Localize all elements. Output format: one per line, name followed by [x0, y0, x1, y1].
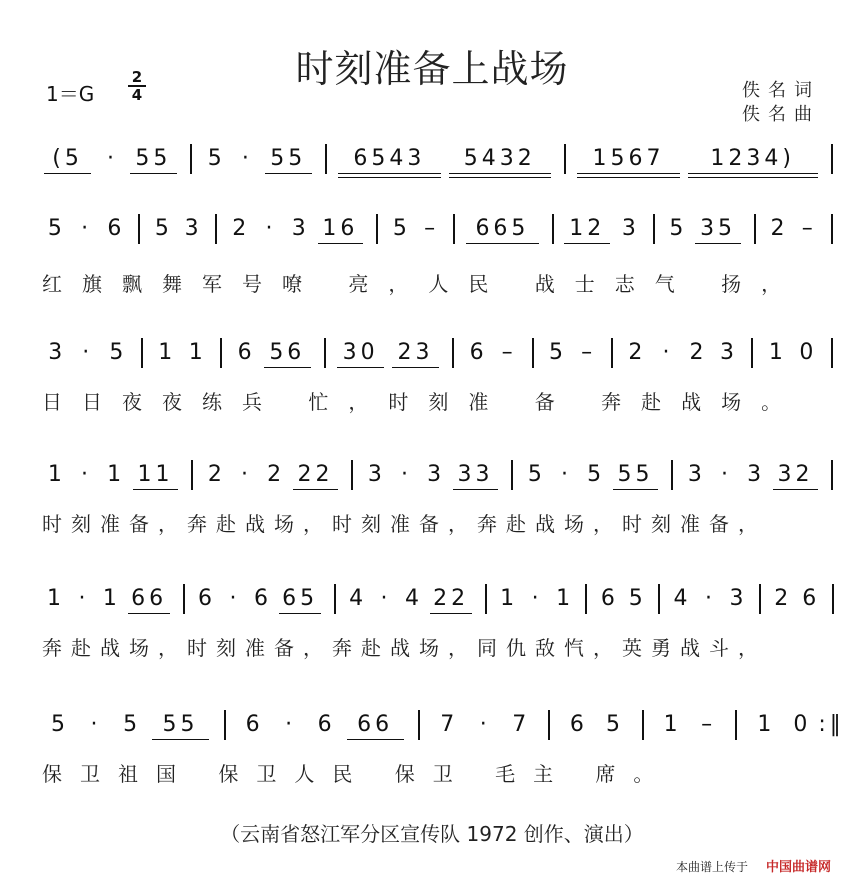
bar-line — [642, 710, 644, 740]
note: 3 — [687, 462, 702, 487]
note: 3 — [184, 216, 199, 241]
bar-line — [532, 338, 534, 368]
note: 6543 — [353, 146, 426, 171]
note: 1 — [47, 462, 62, 487]
note: 5 — [47, 216, 62, 241]
bar-line — [759, 584, 761, 614]
bar-line — [832, 584, 834, 614]
beam-line — [347, 739, 404, 740]
bar-line — [831, 338, 833, 368]
composer-credit: 佚名曲 — [742, 104, 820, 125]
note: 6 — [802, 586, 817, 611]
bar-line — [191, 460, 193, 490]
notes-line — [30, 580, 840, 620]
time-signature — [128, 70, 146, 102]
note: 2 — [689, 340, 704, 365]
beam-line — [466, 243, 538, 244]
note: 5432 — [463, 146, 536, 171]
bar-line — [751, 338, 753, 368]
bar-line — [324, 338, 326, 368]
bar-line — [376, 214, 378, 244]
note: 55 — [135, 146, 172, 171]
note: 5 — [587, 462, 602, 487]
bar-line — [183, 584, 185, 614]
beam-line — [613, 489, 658, 490]
note: 665 — [475, 216, 530, 241]
note: 5 — [628, 586, 643, 611]
bar-line — [190, 144, 192, 174]
note: 4 — [405, 586, 420, 611]
footer-note: （云南省怒江军分区宣传队 1972 创作、演出） — [220, 822, 644, 846]
notes-line — [30, 210, 840, 250]
note: 3 — [427, 462, 442, 487]
note: :‖ — [818, 712, 845, 737]
note: · — [479, 712, 487, 737]
note: 3 — [367, 462, 382, 487]
note: 5 — [392, 216, 407, 241]
bar-line — [452, 338, 454, 368]
note: 1 — [102, 586, 117, 611]
note: · — [80, 462, 88, 487]
note: 3 — [48, 340, 63, 365]
beam-line — [130, 173, 177, 174]
note: 6 — [198, 586, 213, 611]
note: 0 — [799, 340, 814, 365]
beam-line — [577, 177, 679, 178]
note: 2 — [628, 340, 643, 365]
note: 6 — [107, 216, 122, 241]
note: 6 — [317, 712, 332, 737]
note: · — [240, 462, 248, 487]
note: 6 — [237, 340, 252, 365]
note: 7 — [440, 712, 455, 737]
note: 5 — [605, 712, 620, 737]
note: 23 — [397, 340, 434, 365]
lyrics-line — [30, 758, 840, 788]
note: 12 — [569, 216, 606, 241]
note: 2 — [774, 586, 789, 611]
note: 35 — [700, 216, 737, 241]
bar-line — [453, 214, 455, 244]
beam-line — [337, 367, 384, 368]
note: – — [801, 216, 813, 241]
bar-line — [511, 460, 513, 490]
note: 1 — [500, 586, 515, 611]
note: · — [82, 340, 90, 365]
notes-line — [30, 706, 845, 746]
beam-line — [128, 613, 170, 614]
note: · — [400, 462, 408, 487]
beam-line — [318, 243, 364, 244]
beam-line — [695, 243, 741, 244]
note: 3 — [720, 340, 735, 365]
note: 7 — [512, 712, 527, 737]
note: 1 — [768, 340, 783, 365]
bar-line — [653, 214, 655, 244]
note: · — [662, 340, 670, 365]
beam-line — [453, 489, 498, 490]
note: 33 — [457, 462, 494, 487]
note: 2 — [207, 462, 222, 487]
note: 55 — [617, 462, 654, 487]
note: 11 — [137, 462, 174, 487]
beam-line — [264, 367, 311, 368]
lyrics-text: 保卫祖国 保卫人民 保卫 毛主 席。 — [42, 762, 672, 786]
beam-line — [279, 613, 321, 614]
note: 2 — [267, 462, 282, 487]
note: 2 — [770, 216, 785, 241]
note: 6 — [245, 712, 260, 737]
lyrics-line — [30, 632, 840, 662]
note: 55 — [162, 712, 199, 737]
note: 6 — [600, 586, 615, 611]
note: 30 — [342, 340, 379, 365]
note: 66 — [131, 586, 168, 611]
bar-line — [138, 214, 140, 244]
note: · — [90, 712, 98, 737]
note: · — [81, 216, 89, 241]
bar-line — [220, 338, 222, 368]
note: 1 — [107, 462, 122, 487]
lyrics-text: 奔赴战场，时刻准备，奔赴战场，同仇敌忾，英勇战斗， — [42, 636, 767, 660]
bar-line — [831, 460, 833, 490]
note: 22 — [297, 462, 334, 487]
note: 6 — [569, 712, 584, 737]
lyrics-text: 时刻准备，奔赴战场，时刻准备，奔赴战场，时刻准备， — [42, 512, 767, 536]
notes-line — [30, 334, 840, 374]
note: · — [106, 146, 114, 171]
note: 5 — [123, 712, 138, 737]
beam-line — [430, 613, 472, 614]
note: 3 — [747, 462, 762, 487]
note: 32 — [777, 462, 814, 487]
beam-line — [688, 173, 818, 174]
bar-line — [754, 214, 756, 244]
note: (5 — [52, 146, 83, 171]
note: 3 — [291, 216, 306, 241]
bar-line — [325, 144, 327, 174]
beam-line — [152, 739, 209, 740]
note: · — [285, 712, 293, 737]
note: 6 — [253, 586, 268, 611]
note: 1 — [663, 712, 678, 737]
beam-line — [44, 173, 91, 174]
note: · — [241, 146, 249, 171]
bar-line — [485, 584, 487, 614]
note: · — [78, 586, 86, 611]
beam-line — [265, 173, 312, 174]
site-logo: 中国曲谱网 — [766, 860, 832, 875]
bar-line — [548, 710, 550, 740]
note: – — [581, 340, 593, 365]
note: 3 — [729, 586, 744, 611]
bar-line — [611, 338, 613, 368]
note: 3 — [621, 216, 636, 241]
lyrics-line — [30, 268, 840, 298]
note: 5 — [207, 146, 222, 171]
note: 22 — [433, 586, 470, 611]
note: 5 — [109, 340, 124, 365]
notes-line — [30, 140, 840, 180]
note: · — [705, 586, 713, 611]
note: 5 — [154, 216, 169, 241]
beam-line — [773, 489, 818, 490]
note: 2 — [232, 216, 247, 241]
note: 4 — [673, 586, 688, 611]
note: 6 — [469, 340, 484, 365]
note: 1 — [188, 340, 203, 365]
lyrics-text: 红旗飘舞军号嘹 亮，人民 战士志气 扬， — [42, 272, 802, 296]
note: 1 — [158, 340, 173, 365]
note: 1234) — [710, 146, 795, 171]
beam-line — [449, 173, 551, 174]
lyrics-text: 日日夜夜练兵 忙，时刻准 备 奔赴战场。 — [42, 390, 802, 414]
bar-line — [564, 144, 566, 174]
note: 16 — [322, 216, 359, 241]
note: · — [560, 462, 568, 487]
note: 65 — [282, 586, 319, 611]
notes-line — [30, 456, 840, 496]
note: 5 — [669, 216, 684, 241]
note: · — [265, 216, 273, 241]
note: 5 — [51, 712, 66, 737]
note: 1 — [46, 586, 61, 611]
beam-line — [564, 243, 610, 244]
beam-line — [392, 367, 439, 368]
note: 1 — [556, 586, 571, 611]
lyricist-credit: 佚名词 — [742, 80, 820, 101]
bar-line — [831, 214, 833, 244]
time-signature-bottom: 4 — [131, 86, 143, 104]
beam-line — [338, 173, 440, 174]
beam-line — [293, 489, 338, 490]
beam-line — [449, 177, 551, 178]
key-signature: 1＝G — [46, 82, 95, 106]
bar-line — [831, 144, 833, 174]
bar-line — [552, 214, 554, 244]
beam-line — [133, 489, 178, 490]
upload-note: 本曲谱上传于 — [676, 860, 749, 874]
time-signature-top: 2 — [131, 68, 143, 86]
note: – — [424, 216, 436, 241]
note: 55 — [270, 146, 307, 171]
note: 5 — [549, 340, 564, 365]
beam-line — [338, 177, 440, 178]
bar-line — [671, 460, 673, 490]
bar-line — [585, 584, 587, 614]
beam-line — [688, 177, 818, 178]
note: – — [501, 340, 513, 365]
note: 4 — [349, 586, 364, 611]
bar-line — [735, 710, 737, 740]
bar-line — [141, 338, 143, 368]
bar-line — [334, 584, 336, 614]
lyrics-line — [30, 508, 840, 538]
bar-line — [351, 460, 353, 490]
note: 56 — [269, 340, 306, 365]
bar-line — [215, 214, 217, 244]
bar-line — [658, 584, 660, 614]
note: 0 — [793, 712, 808, 737]
note: 1567 — [592, 146, 665, 171]
bar-line — [224, 710, 226, 740]
note: 5 — [527, 462, 542, 487]
note: 66 — [357, 712, 394, 737]
beam-line — [577, 173, 679, 174]
note: · — [229, 586, 237, 611]
note: – — [701, 712, 713, 737]
song-title: 时刻准备上战场 — [295, 47, 569, 91]
bar-line — [418, 710, 420, 740]
note: · — [531, 586, 539, 611]
note: · — [720, 462, 728, 487]
note: · — [380, 586, 388, 611]
note: 1 — [757, 712, 772, 737]
lyrics-line — [30, 386, 840, 416]
